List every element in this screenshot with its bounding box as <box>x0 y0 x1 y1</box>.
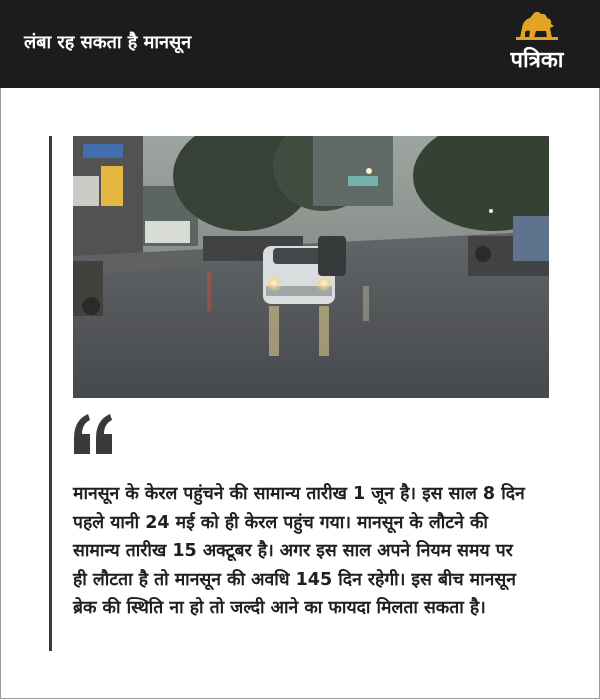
brand-name: पत्रिका <box>510 48 564 73</box>
body-line: मानसून के केरल पहुंचने की सामान्य तारीख 1 जून है। इस साल 8 दिन <box>73 484 525 504</box>
headline: लंबा रह सकता है मानसून <box>24 32 192 53</box>
body-line: सामान्य तारीख 15 अक्टूबर है। अगर इस साल अपने नियम समय पर <box>73 541 513 561</box>
lion-icon <box>516 10 558 40</box>
left-accent-bar <box>49 136 52 651</box>
quote-mark-icon <box>72 408 114 458</box>
body-line: ही लौटता है तो मानसून की अवधि 145 दिन रहेगी। इस बीच मानसून <box>73 569 516 590</box>
brand-logo <box>498 10 576 80</box>
body-line: पहले यानी 24 मई को ही केरल पहुंच गया। मानसून के लौटने की <box>73 512 488 533</box>
article-body <box>73 480 573 623</box>
body-line: ब्रेक की स्थिति ना हो तो जल्दी आने का फायदा मिलता सकता है। <box>73 598 486 618</box>
rainy-street-car-photo <box>73 136 549 398</box>
header-bar <box>0 0 600 88</box>
